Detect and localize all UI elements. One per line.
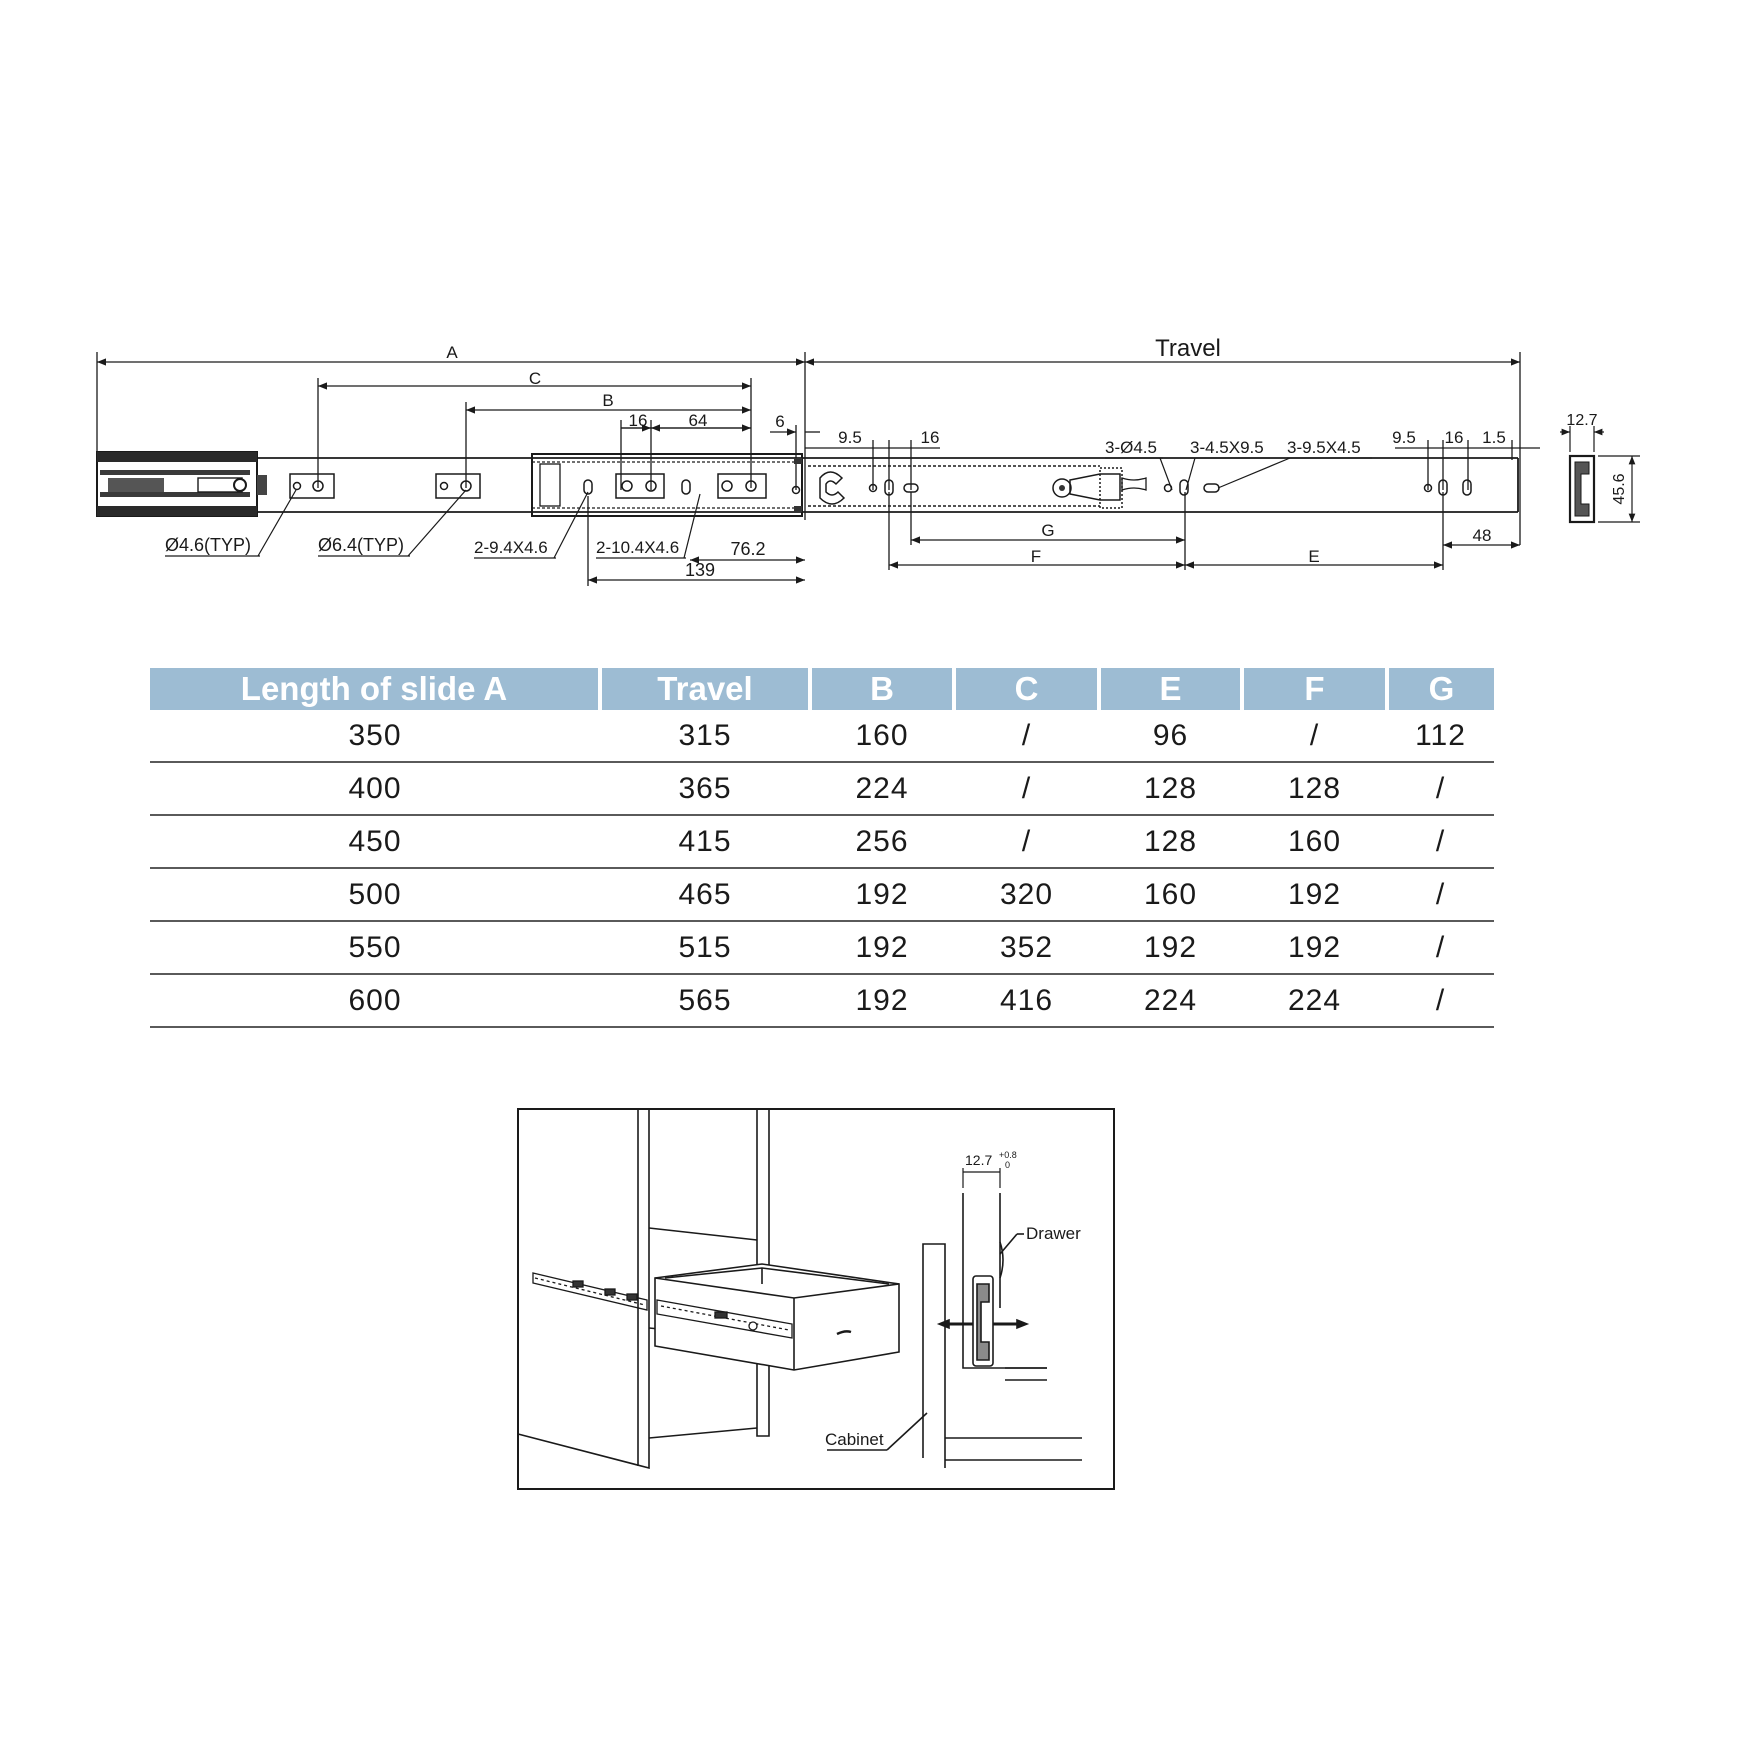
table-cell: 350 xyxy=(150,710,600,762)
dimension-c xyxy=(318,378,751,488)
cabinet-label: Cabinet xyxy=(825,1430,884,1449)
dim-f-label: F xyxy=(1030,547,1042,566)
dim-9-5a-label: 9.5 xyxy=(838,428,862,447)
table-cell: 500 xyxy=(150,868,600,921)
table-cell: 192 xyxy=(1242,921,1387,974)
table-cell: / xyxy=(1387,974,1494,1027)
table-cell: / xyxy=(1387,815,1494,868)
table-cell: 192 xyxy=(1242,868,1387,921)
table-cell: 400 xyxy=(150,762,600,815)
clearance-tol-upper: +0.8 xyxy=(999,1150,1017,1160)
dim-c-label: C xyxy=(528,369,542,388)
table-cell: 415 xyxy=(600,815,810,868)
table-row xyxy=(150,868,1494,921)
slide-technical-drawing xyxy=(0,0,1749,640)
header-g: G xyxy=(1387,668,1494,710)
table-cell: 160 xyxy=(1099,868,1242,921)
clearance-label: 12.7 xyxy=(965,1152,993,1168)
table-cell: 128 xyxy=(1242,762,1387,815)
table-cell: 160 xyxy=(1242,815,1387,868)
table-cell: 600 xyxy=(150,974,600,1027)
installation-illustration xyxy=(517,1108,1115,1490)
table-cell: 112 xyxy=(1387,710,1494,762)
dim-76-2-label: 76.2 xyxy=(730,539,766,559)
slot-2-10-4x4-6-label: 2-10.4X4.6 xyxy=(596,538,680,557)
dim-a-label: A xyxy=(446,343,458,362)
table-cell: / xyxy=(1387,762,1494,815)
table-cell: 192 xyxy=(810,868,954,921)
dimension-9-5-16-left xyxy=(805,440,940,490)
table-cell: 256 xyxy=(810,815,954,868)
dim-16a-label: 16 xyxy=(628,411,648,430)
table-cell: 128 xyxy=(1099,815,1242,868)
drawer-label: Drawer xyxy=(1026,1224,1081,1243)
dimension-b xyxy=(466,402,751,488)
table-cell: 192 xyxy=(810,921,954,974)
dim-64-label: 64 xyxy=(688,411,708,430)
header-length-of-slide-a: Length of slide A xyxy=(150,668,600,710)
section-height-label: 45.6 xyxy=(1611,473,1628,505)
table-cell: 224 xyxy=(1242,974,1387,1027)
table-cell: / xyxy=(954,710,1099,762)
table-cell: 565 xyxy=(600,974,810,1027)
clearance-tol-lower: 0 xyxy=(1005,1160,1011,1170)
dim-6-label: 6 xyxy=(775,412,785,431)
dim-16b-label: 16 xyxy=(920,428,940,447)
table-cell: / xyxy=(1387,868,1494,921)
table-cell: 224 xyxy=(810,762,954,815)
dim-e-label: E xyxy=(1308,547,1320,566)
table-row xyxy=(150,974,1494,1027)
header-c: C xyxy=(954,668,1099,710)
table-cell: 160 xyxy=(810,710,954,762)
slot-3-4-5x9-5-label: 3-4.5X9.5 xyxy=(1190,438,1264,457)
table-cell: 550 xyxy=(150,921,600,974)
slot-3-9-5x4-5-label: 3-9.5X4.5 xyxy=(1287,438,1361,457)
table-cell: 192 xyxy=(810,974,954,1027)
dim-travel-label: Travel xyxy=(1155,335,1221,362)
dim-g-label: G xyxy=(1041,521,1055,540)
table-row xyxy=(150,710,1494,762)
table-cell: / xyxy=(1387,921,1494,974)
table-cell: / xyxy=(954,815,1099,868)
header-b: B xyxy=(810,668,954,710)
table-cell: 315 xyxy=(600,710,810,762)
table-row xyxy=(150,815,1494,868)
header-e: E xyxy=(1099,668,1242,710)
hole-d6-4-label: Ø6.4(TYP) xyxy=(318,535,405,555)
header-travel: Travel xyxy=(600,668,810,710)
table-cell: 465 xyxy=(600,868,810,921)
hole-d4-6-label: Ø4.6(TYP) xyxy=(165,535,252,555)
dim-b-label: B xyxy=(602,391,614,410)
table-cell: 416 xyxy=(954,974,1099,1027)
table-cell: 224 xyxy=(1099,974,1242,1027)
table-cell: 192 xyxy=(1099,921,1242,974)
dim-139-label: 139 xyxy=(684,560,716,580)
table-cell: 365 xyxy=(600,762,810,815)
slot-2-9-4x4-6-label: 2-9.4X4.6 xyxy=(474,538,548,557)
dim-1-5-label: 1.5 xyxy=(1482,428,1506,447)
table-cell: 352 xyxy=(954,921,1099,974)
table-cell: 450 xyxy=(150,815,600,868)
slide-body xyxy=(97,452,1518,516)
table-cell: 128 xyxy=(1099,762,1242,815)
slide-spec-table xyxy=(150,668,1494,1028)
dim-48-label: 48 xyxy=(1472,526,1492,545)
slide-cross-section xyxy=(1560,426,1640,522)
table-cell: 320 xyxy=(954,868,1099,921)
table-cell: 515 xyxy=(600,921,810,974)
table-header-row xyxy=(150,668,1494,710)
section-width-label: 12.7 xyxy=(1566,412,1598,429)
table-cell: 96 xyxy=(1099,710,1242,762)
table-cell: / xyxy=(954,762,1099,815)
header-f: F xyxy=(1242,668,1387,710)
dim-16c-label: 16 xyxy=(1444,428,1464,447)
dim-9-5b-label: 9.5 xyxy=(1392,428,1416,447)
table-cell: / xyxy=(1242,710,1387,762)
table-row xyxy=(150,762,1494,815)
hole-3-d4-5-label: 3-Ø4.5 xyxy=(1105,438,1157,457)
table-row xyxy=(150,921,1494,974)
